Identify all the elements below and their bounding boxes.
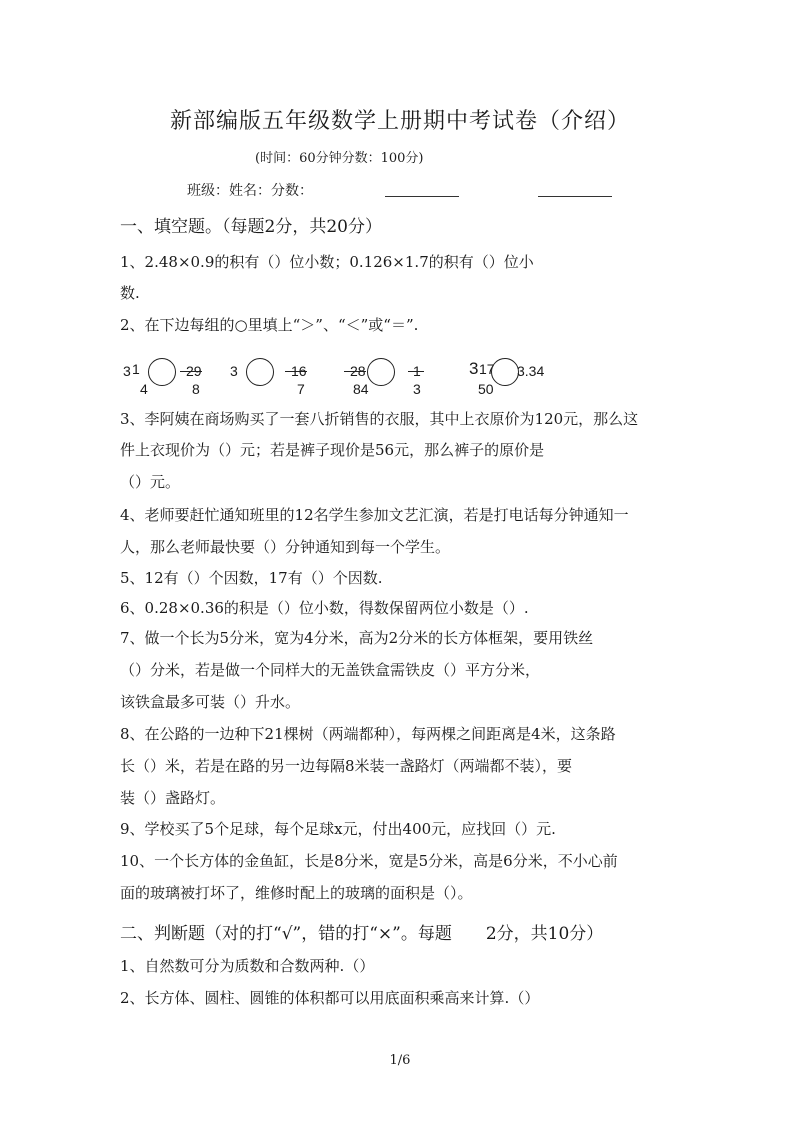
comparison-4-left-numerator: 17 bbox=[479, 361, 495, 377]
page-title: 新部编版五年级数学上册期中考试卷（介绍） bbox=[169, 109, 630, 134]
question-line: 4、老师要赶忙通知班里的12名学生参加文艺汇演，若是打电话每分钟通知一 bbox=[120, 506, 629, 524]
question-line: 数. bbox=[120, 284, 140, 302]
question-line: 7、做一个长为5分米，宽为4分米，高为2分米的长方体框架，要用铁丝 bbox=[120, 629, 594, 647]
comparison-row bbox=[120, 352, 580, 397]
comparison-3-left-numerator: 28 bbox=[350, 363, 366, 379]
question-line: 该铁盒最多可装（）升水。 bbox=[120, 693, 301, 711]
comparison-2-left-whole: 3 bbox=[230, 363, 238, 379]
comparison-1-left-numerator: 1 bbox=[132, 361, 140, 377]
section-judgement-heading: 二、判断题（对的打“√”，错的打“×”。每题 2分，共10分） bbox=[120, 924, 604, 944]
comparison-1-answer-circle[interactable] bbox=[148, 358, 176, 386]
comparison-4-left-whole: 3 bbox=[469, 359, 479, 378]
question-line: 1、2.48×0.9的积有（）位小数；0.126×1.7的积有（）位小 bbox=[120, 253, 534, 271]
comparison-1-right-denominator: 8 bbox=[192, 381, 200, 397]
comparison-1-left-whole: 3 bbox=[123, 363, 131, 379]
class-blank-line bbox=[385, 196, 459, 197]
question-line: 10、一个长方体的金鱼缸，长是8分米，宽是5分米，高是6分米，不小心前 bbox=[120, 852, 618, 870]
comparison-1-left-denominator: 4 bbox=[140, 381, 148, 397]
question-line: 人，那么老师最快要（）分钟通知到每一个学生。 bbox=[120, 538, 451, 556]
question-line: 2、长方体、圆柱、圆锥的体积都可以用底面积乘高来计算.（） bbox=[120, 989, 540, 1007]
question-line: 装（）盏路灯。 bbox=[120, 789, 226, 807]
student-info-row: 班级：姓名：分数： bbox=[187, 183, 313, 199]
question-line: 6、0.28×0.36的积是（）位小数，得数保留两位小数是（）. bbox=[120, 599, 529, 617]
comparison-1-right-numerator: 29 bbox=[186, 363, 202, 379]
comparison-2-answer-circle[interactable] bbox=[246, 358, 274, 386]
question-line: 9、学校买了5个足球，每个足球x元，付出400元，应找回（）元. bbox=[120, 820, 556, 838]
question-line: 5、12有（）个因数，17有（）个因数. bbox=[120, 569, 383, 587]
comparison-3-right-numerator: 1 bbox=[413, 363, 421, 379]
question-line: （）分米，若是做一个同样大的无盖铁盒需铁皮（）平方分米， bbox=[120, 661, 541, 679]
question-line: （）元。 bbox=[120, 473, 181, 491]
exam-subtitle: (时间：60分钟分数：100分) bbox=[255, 151, 424, 166]
comparison-2-right-numerator: 16 bbox=[291, 363, 307, 379]
comparison-3-answer-circle[interactable] bbox=[367, 358, 395, 386]
comparison-4-left-denominator: 50 bbox=[478, 381, 494, 397]
question-line: 3、李阿姨在商场购买了一套八折销售的衣服，其中上衣原价为120元，那么这 bbox=[120, 410, 639, 428]
question-line: 面的玻璃被打坏了，维修时配上的玻璃的面积是（）。 bbox=[120, 884, 473, 902]
question-line: 长（）米，若是在路的另一边每隔8米装一盏路灯（两端都不装），要 bbox=[120, 757, 573, 775]
question-line: 1、自然数可分为质数和合数两种.（） bbox=[120, 957, 375, 975]
comparison-4-right-value: 3.34 bbox=[517, 363, 545, 379]
question-line: 2、在下边每组的○里填上“＞”、“＜”或“＝”. bbox=[120, 316, 419, 334]
question-line: 件上衣现价为（）元；若是裤子现价是56元，那么裤子的原价是 bbox=[120, 441, 545, 459]
section-fill-in-heading: 一、填空题。（每题2分，共20分） bbox=[120, 217, 382, 237]
comparison-4-answer-circle[interactable] bbox=[491, 358, 519, 386]
page-number: 1/6 bbox=[389, 1053, 411, 1068]
comparison-3-right-denominator: 3 bbox=[413, 381, 421, 397]
score-blank-line bbox=[538, 196, 612, 197]
question-line: 8、在公路的一边种下21棵树（两端都种），每两棵之间距离是4米，这条路 bbox=[120, 725, 616, 743]
comparison-3-left-denominator: 84 bbox=[353, 381, 369, 397]
comparison-2-right-denominator: 7 bbox=[297, 381, 305, 397]
